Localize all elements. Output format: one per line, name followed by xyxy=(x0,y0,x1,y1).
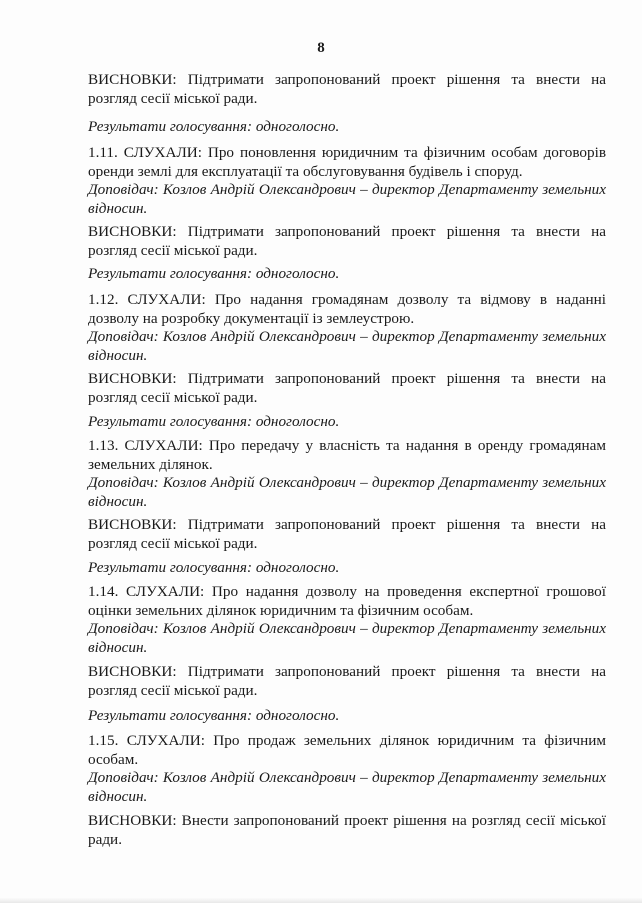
conclusion: ВИСНОВКИ: Внести запропонований проект рішення на розгляд сесії міської ради. xyxy=(88,812,606,848)
vote-result: Результати голосування: одноголосно. xyxy=(88,707,340,724)
agenda-item-1-14: 1.14. СЛУХАЛИ: Про надання дозволу на проведення експертної грошової оцінки земельних ділянок юридичним та фізичним особам. xyxy=(88,583,606,619)
speaker: Доповідач: Козлов Андрій Олександрович – директор Департаменту земельних відносин. xyxy=(88,328,606,364)
vote-result: Результати голосування: одноголосно. xyxy=(88,559,340,576)
page-edge xyxy=(0,897,642,903)
speaker: Доповідач: Козлов Андрій Олександрович – директор Департаменту земельних відносин. xyxy=(88,181,606,217)
speaker: Доповідач: Козлов Андрій Олександрович – директор Департаменту земельних відносин. xyxy=(88,620,606,656)
vote-result: Результати голосування: одноголосно. xyxy=(88,118,340,135)
conclusion: ВИСНОВКИ: Підтримати запропонований проект рішення та внести на розгляд сесії міської ради. xyxy=(88,71,606,107)
agenda-item-1-15: 1.15. СЛУХАЛИ: Про продаж земельних ділянок юридичним та фізичним особам. xyxy=(88,732,606,768)
agenda-item-1-13: 1.13. СЛУХАЛИ: Про передачу у власність та надання в оренду громадянам земельних ділянок. xyxy=(88,437,606,473)
speaker: Доповідач: Козлов Андрій Олександрович – директор Департаменту земельних відносин. xyxy=(88,769,606,805)
agenda-item-1-12: 1.12. СЛУХАЛИ: Про надання громадянам дозволу та відмову в наданні дозволу на розробку документації із землеустрою. xyxy=(88,291,606,327)
speaker: Доповідач: Козлов Андрій Олександрович – директор Департаменту земельних відносин. xyxy=(88,474,606,510)
vote-result: Результати голосування: одноголосно. xyxy=(88,413,340,430)
conclusion: ВИСНОВКИ: Підтримати запропонований проект рішення та внести на розгляд сесії міської ради. xyxy=(88,663,606,699)
page-number: 8 xyxy=(317,40,325,56)
conclusion: ВИСНОВКИ: Підтримати запропонований проект рішення та внести на розгляд сесії міської ради. xyxy=(88,516,606,552)
conclusion: ВИСНОВКИ: Підтримати запропонований проект рішення та внести на розгляд сесії міської ради. xyxy=(88,223,606,259)
conclusion: ВИСНОВКИ: Підтримати запропонований проект рішення та внести на розгляд сесії міської ради. xyxy=(88,370,606,406)
vote-result: Результати голосування: одноголосно. xyxy=(88,265,340,282)
agenda-item-1-11: 1.11. СЛУХАЛИ: Про поновлення юридичним та фізичним особам договорів оренди землі для експлуатації та обслуговування будівель і споруд. xyxy=(88,144,606,180)
